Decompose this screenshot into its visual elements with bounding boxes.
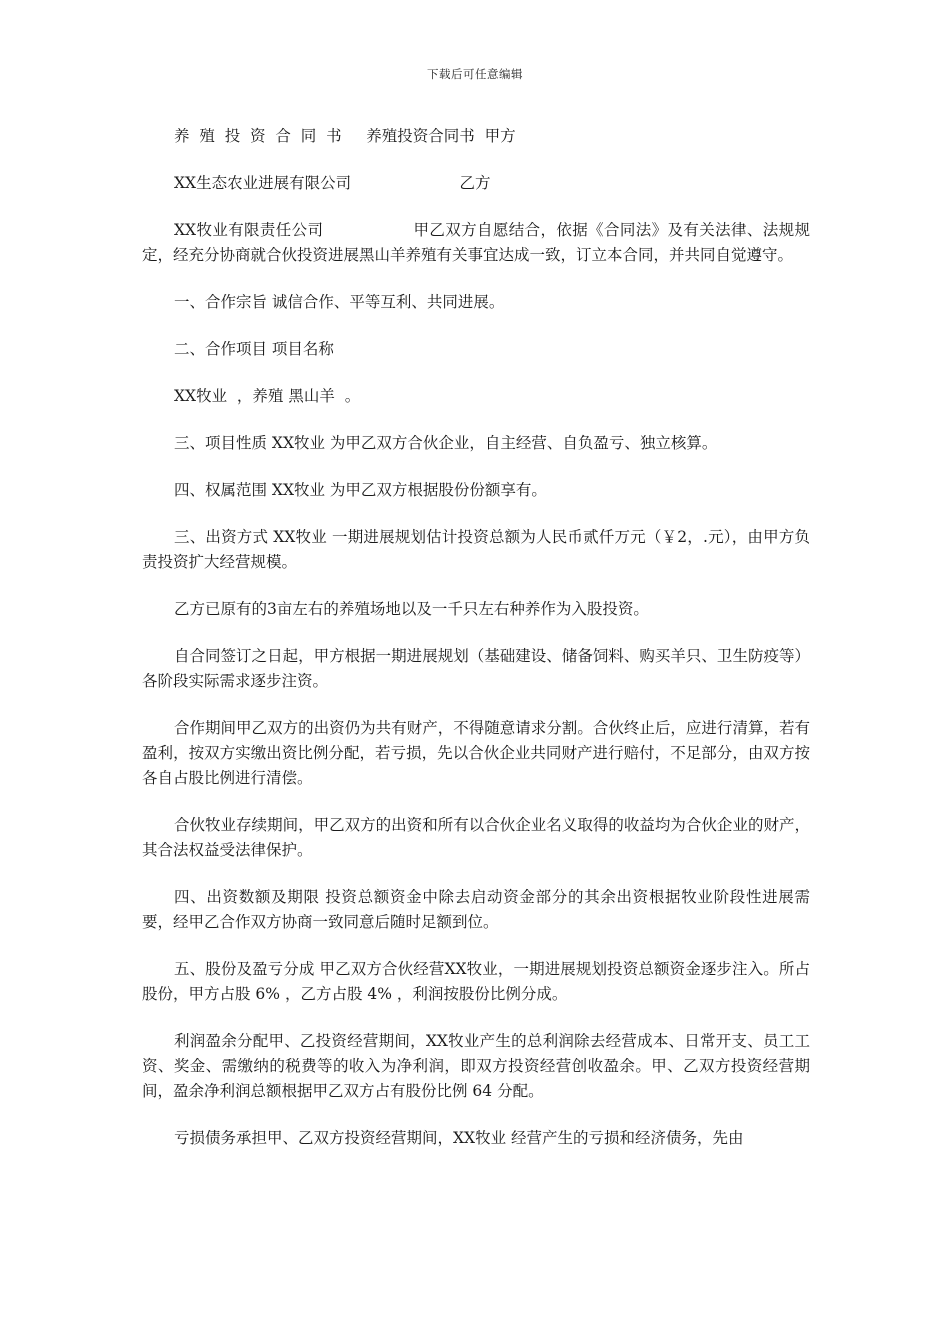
loss-debt-paragraph: 亏损债务承担甲、乙双方投资经营期间，XX牧业 经营产生的亏损和经济债务，先由 <box>174 1129 744 1147</box>
project-name-line: XX牧业 ，养殖 黑山羊 。 <box>174 387 361 405</box>
party-b-intro-paragraph: XX牧业有限责任公司 甲乙双方自愿结合，依据《合同法》及有关法律、法规规定，经充分协商就合伙投资进展黑山羊养殖有关事宜达成一致，订立本合同，并共同自觉遵守。 <box>142 221 810 264</box>
section-cooperation-purpose: 一、合作宗旨 诚信合作、平等互利、共同进展。 <box>174 293 505 311</box>
capital-injection-paragraph: 自合同签订之日起，甲方根据一期进展规划（基础建设、储备饲料、购买羊只、卫生防疫等）各阶段实际需求逐步注资。 <box>142 647 810 690</box>
section-ownership-scope: 四、权属范围 XX牧业 为甲乙双方根据股份份额享有。 <box>174 481 547 499</box>
common-property-paragraph: 合作期间甲乙双方的出资仍为共有财产，不得随意请求分割。合伙终止后，应进行清算，若有盈利，按双方实缴出资比例分配，若亏损，先以合伙企业共同财产进行赔付，不足部分，由双方按各自占股比例进行清偿。 <box>142 719 810 787</box>
section-project-nature: 三、项目性质 XX牧业 为甲乙双方合伙企业，自主经营、自负盈亏、独立核算。 <box>174 434 718 452</box>
contract-title-line: 养 殖 投 资 合 同 书 养殖投资合同书 甲方 <box>174 127 516 145</box>
section-investment-method: 三、出资方式 XX牧业 一期进展规划估计投资总额为人民币贰仟万元（￥2，.元），由甲方负责投资扩大经营规模。 <box>142 528 810 571</box>
section-shares-profit-loss: 五、股份及盈亏分成 甲乙双方合伙经营XX牧业，一期进展规划投资总额资金逐步注入。所占股份，甲方占股 6% ，乙方占股 4% ，利润按股份比例分成。 <box>142 960 810 1003</box>
party-a-line: XX生态农业进展有限公司 乙方 <box>174 174 491 192</box>
section-cooperation-project: 二、合作项目 项目名称 <box>174 340 334 358</box>
contract-body <box>142 124 810 1173</box>
header-note: 下载后可任意编辑 <box>427 67 523 81</box>
partnership-assets-paragraph: 合伙牧业存续期间，甲乙双方的出资和所有以合伙企业名义取得的收益均为合伙企业的财产，其合法权益受法律保护。 <box>142 816 810 859</box>
profit-distribution-paragraph: 利润盈余分配甲、乙投资经营期间，XX牧业产生的总利润除去经营成本、日常开支、员工工资、奖金、需缴纳的税费等的收入为净利润，即双方投资经营创收盈余。甲、乙双方投资经营期间，盈余净利润总额根据甲乙双方占有股份比例 64 分配。 <box>142 1032 810 1100</box>
party-b-contribution-paragraph: 乙方已原有的3亩左右的养殖场地以及一千只左右种养作为入股投资。 <box>174 600 649 618</box>
section-investment-amount-term: 四、出资数额及期限 投资总额资金中除去启动资金部分的其余出资根据牧业阶段性进展需要，经甲乙合作双方协商一致同意后随时足额到位。 <box>142 888 810 931</box>
